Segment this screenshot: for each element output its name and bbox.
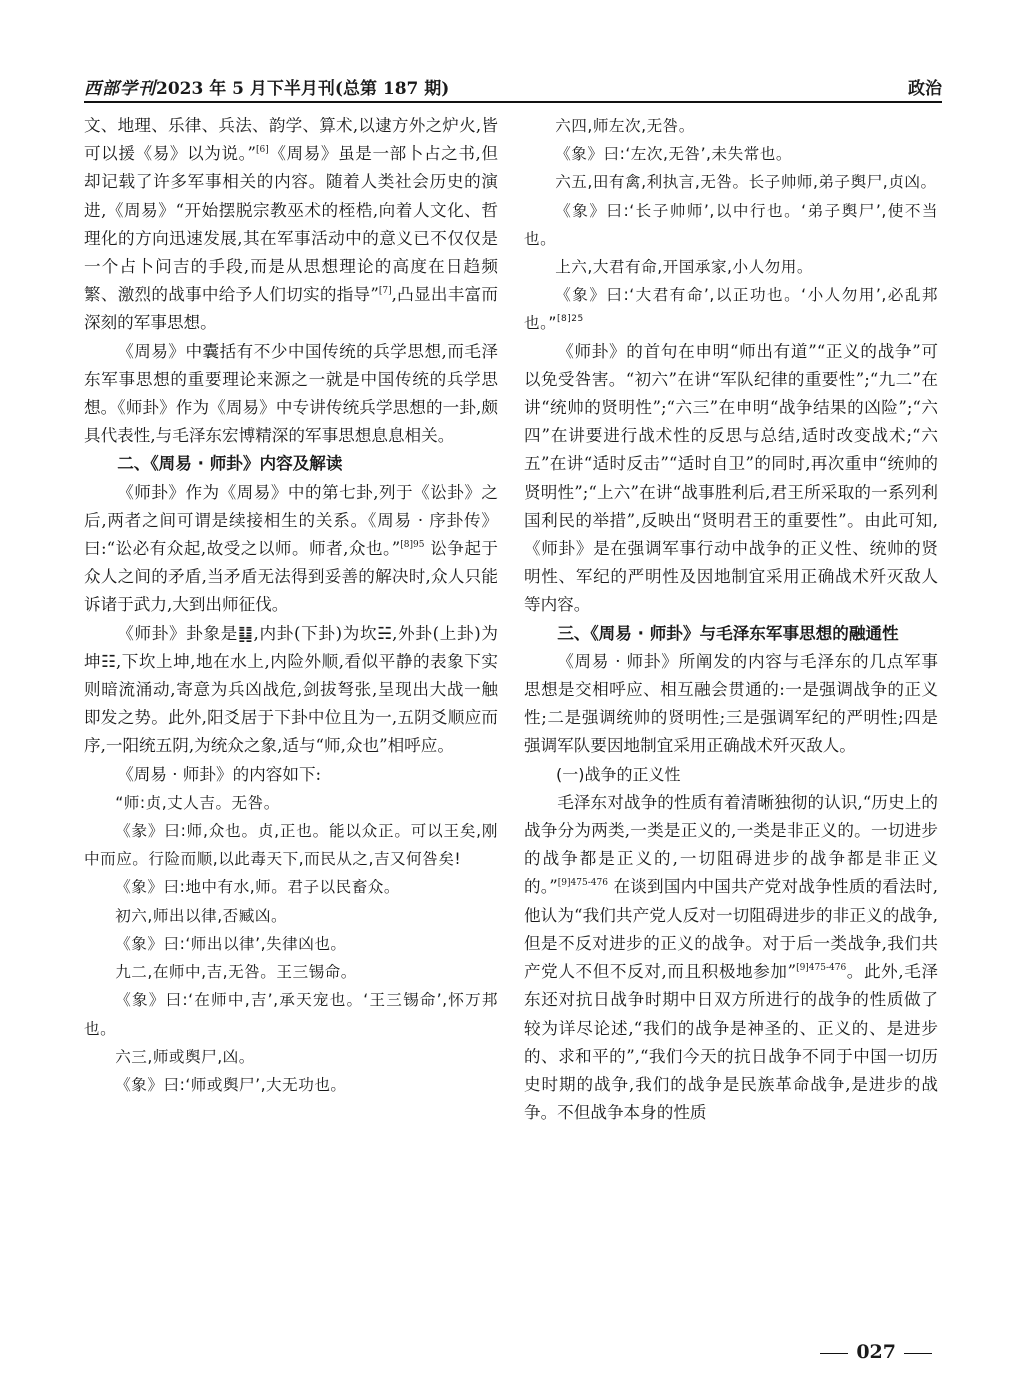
text-run: (一)战争的正义性 <box>556 764 681 784</box>
running-header <box>84 70 942 100</box>
text-run: “师:贞,丈人吉。无咎。 <box>115 793 280 812</box>
text-run: 《象》曰:‘大君有命’,以正功也。‘小人勿用’,必乱邦也。” <box>524 286 938 333</box>
text-run: 上六,大君有命,开国承家,小人勿用。 <box>555 258 813 277</box>
quoted-line <box>84 817 498 873</box>
quoted-line <box>524 112 938 140</box>
text-run: 《彖》曰:师,众也。贞,正也。能以众正。可以王矣,刚中而应。行险而顺,以此毒天下,而民从之,吉又何咎矣! <box>84 822 498 869</box>
text-run: 毛泽东对战争的性质有着清晰独彻的认识,“历史上的战争分为两类,一类是正义的,一类是非正义的。一切进步的战争都是正义的,一切阻碍进步的战争都是非正义的。” <box>524 792 938 897</box>
citation-ref: [9]475-476 <box>557 878 608 889</box>
header-rule <box>84 101 942 103</box>
text-run: 《象》曰:地中有水,师。君子以民畜众。 <box>115 878 400 897</box>
quoted-line <box>84 958 498 986</box>
quoted-line <box>524 253 938 281</box>
text-run: 《周易》虽是一部卜占之书,但却记载了许多军事相关的内容。随着人类社会历史的演进,《周易》“开始摆脱宗教巫术的桎梏,向着人文化、哲理化的方向迅速发展,其在军事活动中的意义已不仅仅是一个占卜问吉的手段,而是从思想理论的高度在日趋频繁、激烈的战事中给予人们切实的指导” <box>84 144 498 305</box>
journal-logo: 西部学刊 <box>84 79 156 99</box>
right-column <box>524 112 938 1127</box>
text-run: 《周易 · 师卦》所阐发的内容与毛泽东的几点军事思想是交相呼应、相互融会贯通的:一是强调战争的正义性;二是强调统帅的贤明性;三是强调军纪的严明性;四是强调军队要因地制宜采用正确战术歼灭敌人。 <box>524 651 938 756</box>
text-run: 《象》曰:‘左次,无咎’,未失常也。 <box>555 145 792 164</box>
text-run: 《师卦》的首句在申明“师出有道”“正义的战争”可以免受咎害。“初六”在讲“军队纪律的重要性”;“九二”在讲“统帅的贤明性”;“六三”在申明“战争结果的凶险”;“六四”在讲要进行战术性的反思与总结,适时改变战术;“六五”在讲“适时反击”“适时自卫”的同时,再次重申“统帅的贤明性”;“上六”在讲“战事胜利后,君王所采取的一系列利国利民的举措”,反映出“贤明君王的重要性”。由此可知,《师卦》是在强调军事行动中战争的正义性、统帅的贤明性、军纪的严明性及因地制宜采用正确战术歼灭敌人等内容。 <box>524 341 938 615</box>
page-number: 027 <box>856 1341 896 1363</box>
journal-issue-line <box>84 74 449 99</box>
text-run: 在谈到国内中国共产党对战争性质的看法时,他认为“我们共产党人反对一切阻碍进步的非正义的战争,但是不反对进步的正义的战争。对于后一类战争,我们共产党人不但不反对,而且积极地参加” <box>524 877 938 982</box>
paragraph <box>84 479 498 620</box>
text-run: 《象》曰:‘师出以律’,失律凶也。 <box>115 934 347 953</box>
left-column <box>84 112 498 1099</box>
text-run: 《周易 · 师卦》的内容如下: <box>117 764 322 784</box>
subsection-heading <box>524 761 938 789</box>
quoted-line <box>524 197 938 253</box>
quoted-line <box>84 873 498 901</box>
text-run: 三、《周易 · 师卦》与毛泽东军事思想的融通性 <box>557 623 899 643</box>
text-run: 《象》曰:‘长子帅师’,以中行也。‘弟子舆尸’,使不当也。 <box>524 201 938 248</box>
text-run: 《周易》中囊括有不少中国传统的兵学思想,而毛泽东军事思想的重要理论来源之一就是中国传统的兵学思想。《师卦》作为《周易》中专讲传统兵学思想的一卦,颇具代表性,与毛泽东宏博精深的军事思想息息相关。 <box>84 341 498 446</box>
text-run: 。此外,毛泽东还对抗日战争时期中日双方所进行的战争的性质做了较为详尽论述,“我们的战争是神圣的、正义的、是进步的、求和平的”,“我们今天的抗日战争不同于中国一切历史时期的战争,我们的战争是民族革命战争,是进步的战争。不但战争本身的性质 <box>524 962 938 1123</box>
quoted-line <box>84 789 498 817</box>
footer-dash-right <box>904 1353 932 1354</box>
text-run: 《师卦》卦象是䷆,内卦(下卦)为坎☵,外卦(上卦)为坤☷,下坎上坤,地在水上,内险外顺,看似平静的表象下实则暗流涌动,寄意为兵凶战危,剑拔弩张,呈现出大战一触即发之势。此外,阳爻居于下卦中位且为一,五阴爻顺应而序,一阳统五阴,为统众之象,适与“师,众也”相呼应。 <box>84 623 498 756</box>
issue-info: 2023 年 5 月下半月刊(总第 187 期) <box>156 79 450 99</box>
footer-dash-left <box>820 1353 848 1354</box>
quoted-line <box>524 168 938 196</box>
quoted-line <box>84 930 498 958</box>
paragraph <box>84 620 498 761</box>
paragraph <box>84 761 498 789</box>
quoted-line <box>84 1043 498 1071</box>
quoted-line <box>84 1071 498 1099</box>
quoted-line <box>524 281 938 337</box>
paragraph <box>524 648 938 761</box>
quoted-line <box>524 140 938 168</box>
text-run: 文、地理、乐律、兵法、韵学、算术,以逮方外之炉火,皆可以援《易》以为说。” <box>84 116 498 164</box>
paragraph <box>84 112 498 338</box>
citation-ref: [8]25 <box>556 314 584 325</box>
text-run: 《师卦》作为《周易》中的第七卦,列于《讼卦》之后,两者之间可谓是续接相生的关系。《周易 · 序卦传》曰:“讼必有众起,故受之以师。师者,众也。” <box>84 482 498 559</box>
citation-ref: [7] <box>378 286 392 297</box>
paragraph <box>84 338 498 451</box>
text-run: ,凸显出丰富而深刻的军事思想。 <box>84 285 498 333</box>
text-run: 二、《周易 · 师卦》内容及解读 <box>117 454 343 474</box>
citation-ref: [6] <box>256 145 269 156</box>
text-run: 讼争起于众人之间的矛盾,当矛盾无法得到妥善的解决时,众人只能诉诸于武力,大到出师征伐。 <box>84 539 498 615</box>
paragraph <box>524 338 938 620</box>
section-name: 政治 <box>908 79 942 99</box>
text-run: 《象》曰:‘师或舆尸’,大无功也。 <box>115 1075 347 1094</box>
section-heading <box>84 450 498 478</box>
text-run: 《象》曰:‘在师中,吉’,承天宠也。‘王三锡命’,怀万邦也。 <box>84 991 498 1038</box>
text-run: 六三,师或舆尸,凶。 <box>115 1047 255 1066</box>
text-run: 六四,师左次,无咎。 <box>555 117 695 135</box>
text-run: 六五,田有禽,利执言,无咎。长子帅师,弟子舆尸,贞凶。 <box>555 173 937 192</box>
text-run: 初六,师出以律,否臧凶。 <box>115 906 288 925</box>
quoted-line <box>84 902 498 930</box>
page-footer <box>812 1341 940 1363</box>
citation-ref: [9]475-476 <box>796 963 847 974</box>
citation-ref: [8]95 <box>400 540 425 551</box>
paragraph <box>524 789 938 1127</box>
section-heading <box>524 620 938 648</box>
quoted-line <box>84 986 498 1042</box>
text-run: 九二,在师中,吉,无咎。王三锡命。 <box>115 963 357 982</box>
